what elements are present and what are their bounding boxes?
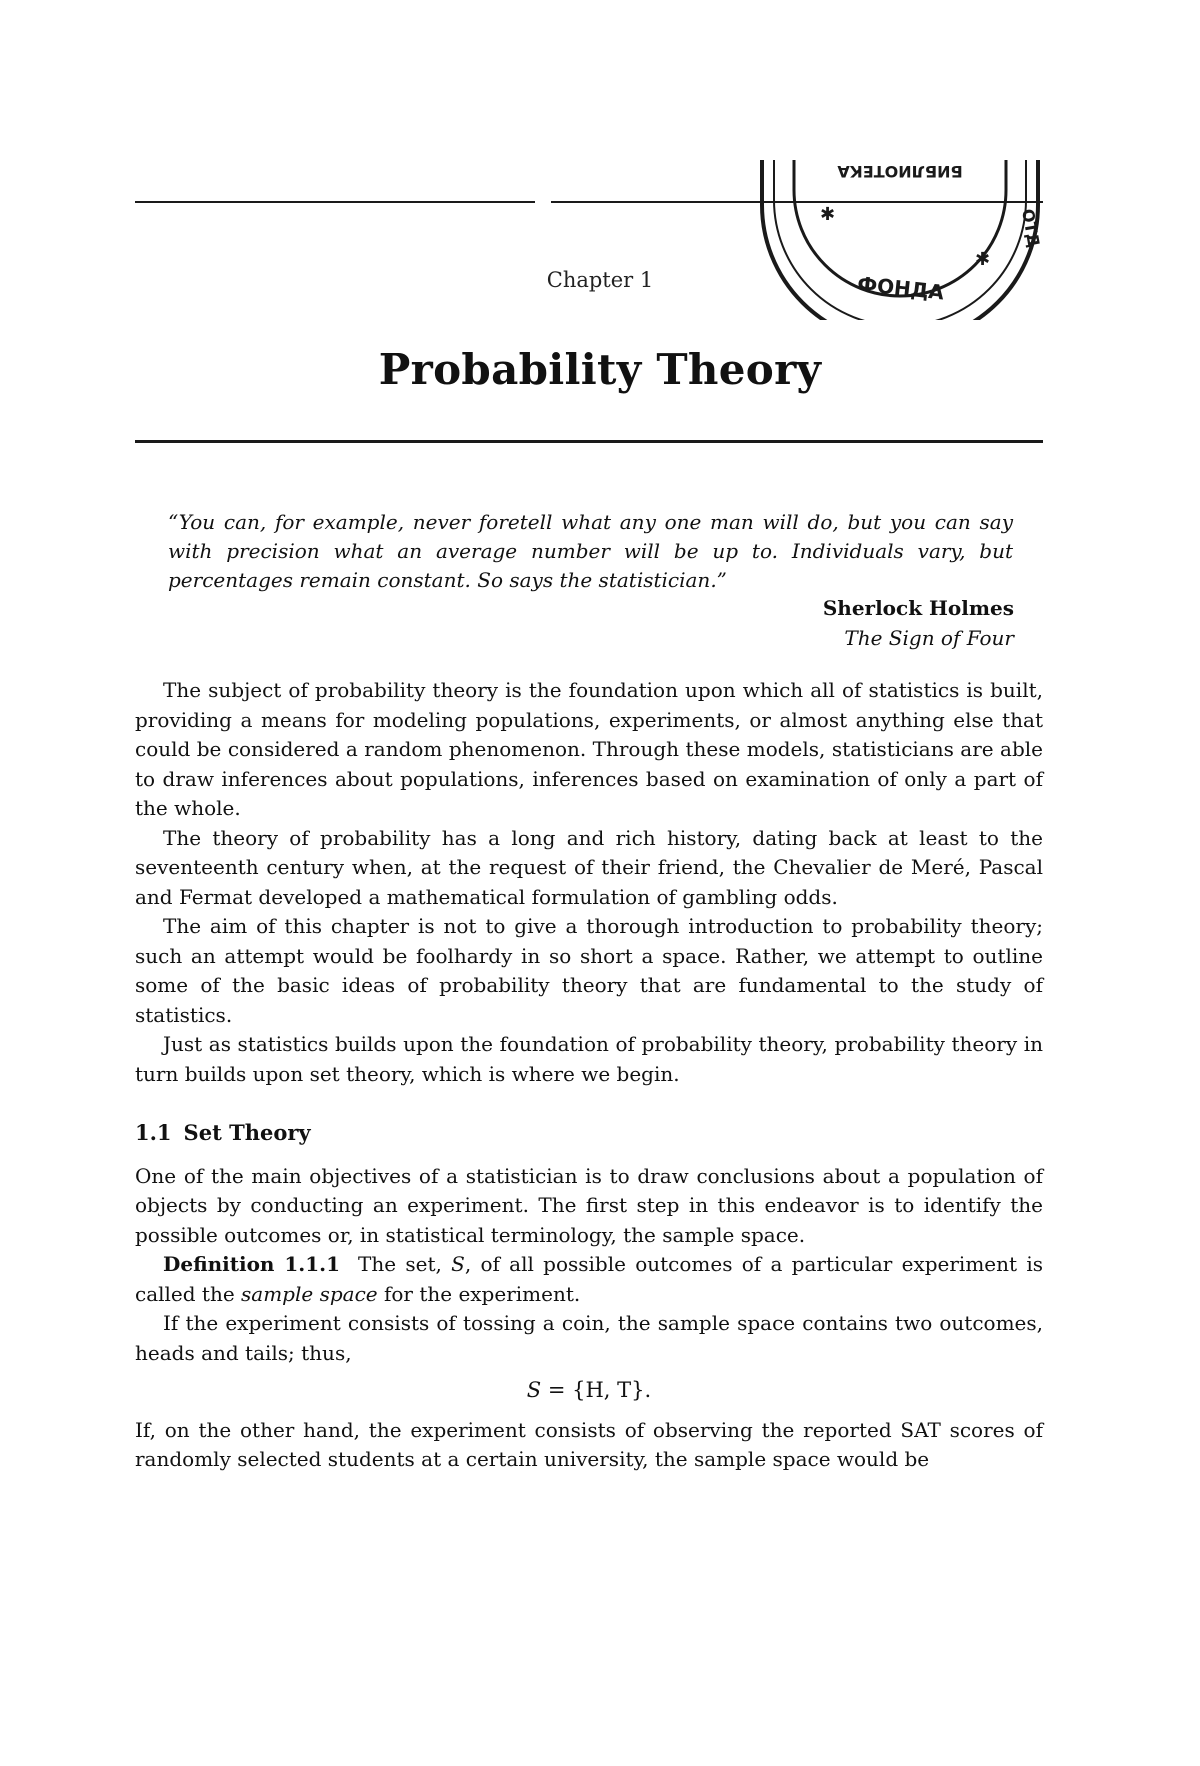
definition-text-middle: , of all possible outcomes of a particular experiment is called the (135, 1252, 1043, 1306)
svg-text:✱: ✱ (975, 249, 991, 270)
svg-text:ФОНДА: ФОНДА (856, 271, 946, 305)
epigraph-author: Sherlock Holmes (822, 596, 1014, 620)
equation-lhs: S (526, 1378, 542, 1402)
sample-space-equation (135, 1376, 1043, 1406)
section-paragraph-1: One of the main objectives of a statistician is to draw conclusions about a population of objects by conducting an experiment. The first step in this endeavor is to identify the possible outcomes or, in statistical terminology, the sample space. (135, 1163, 1043, 1247)
svg-text:БИБЛИОТЕКА: БИБЛИОТЕКА (837, 162, 963, 181)
intro-paragraph-3: The aim of this chapter is not to give a thorough introduction to probability theory; such an attempt would be foolhardy in so short a space. Rather, we attempt to outline some of the basic ideas of probability theory that are fundamental to the study of statistics. (135, 914, 1043, 1027)
epigraph-source: The Sign of Four (844, 626, 1014, 650)
chapter-label: Chapter 1 (546, 268, 654, 292)
epigraph-quote: “You can, for example, never foretell what any one man will do, but you can say with precision what an average number will be up to. Individuals vary, but percentages remain constant. So says the statistician.” (168, 510, 1013, 592)
chapter-title: Probability Theory (378, 345, 822, 394)
section-paragraph-2: If the experiment consists of tossing a coin, the sample space contains two outcomes, heads and tails; thus, (135, 1311, 1043, 1365)
svg-text:ОТД: ОТД (1018, 207, 1044, 249)
intro-paragraph-2: The theory of probability has a long and rich history, dating back at least to the seventeenth century when, at the request of their friend, the Chevalier de Meré, Pascal and Fermat developed a mathematical formulation of gambling odds. (135, 825, 1043, 909)
section-paragraph-3: If, on the other hand, the experiment consists of observing the reported SAT scores of randomly selected students at a certain university, the sample space would be (135, 1417, 1043, 1471)
intro-paragraph-4: Just as statistics builds upon the foundation of probability theory, probability theory in turn builds upon set theory, which is where we begin. (135, 1032, 1043, 1086)
intro-paragraph-1: The subject of probability theory is the foundation upon which all of statistics is built, providing a means for modeling populations, experiments, or almost anything else that could be considered a random phenomenon. Through these models, statisticians are able to draw inferences about populations, inferences based on examination of only a part of the whole. (135, 678, 1043, 820)
section-heading (135, 1118, 1043, 1148)
svg-text:✱: ✱ (820, 204, 836, 225)
definition-block (135, 1250, 1043, 1309)
chapter-body (135, 676, 1043, 1475)
definition-text-before: The set, (358, 1252, 452, 1276)
section-title: Set Theory (183, 1120, 311, 1145)
equation-rhs: = {H, T}. (541, 1378, 652, 1402)
definition-label: Definition 1.1.1 (163, 1252, 341, 1276)
definition-symbol: S (451, 1252, 465, 1276)
header-bottom-rule (135, 440, 1043, 443)
definition-term: sample space (241, 1281, 378, 1306)
section-number: 1.1 (135, 1120, 172, 1145)
library-stamp (750, 160, 1050, 320)
definition-text-after: for the experiment. (377, 1281, 581, 1306)
